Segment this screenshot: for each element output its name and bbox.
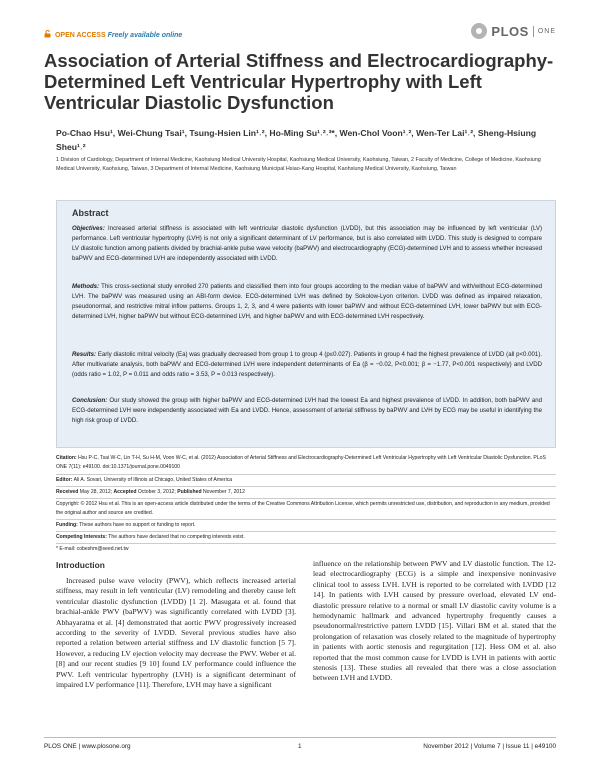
divider bbox=[56, 498, 556, 499]
abstract-heading: Abstract bbox=[72, 208, 109, 218]
abstract-objectives bbox=[72, 224, 542, 264]
footer-divider bbox=[44, 737, 556, 738]
citation bbox=[56, 454, 556, 471]
divider bbox=[56, 519, 556, 520]
editor bbox=[56, 476, 556, 485]
abstract-conclusion bbox=[72, 396, 542, 426]
editor-label: Editor: bbox=[56, 477, 73, 483]
methods-label: Methods: bbox=[72, 283, 100, 290]
received-date: May 28, 2012; bbox=[79, 489, 113, 495]
funding-text: These authors have no support or funding to report. bbox=[79, 522, 196, 528]
objectives-text: Increased arterial stiffness is associated with left ventricular diastolic dysfunction (LVDD), but this association may be influenced by left ventricular (LV) performance. Left ventricular hypertrophy (LVH) is not only a significant determinant of LV performance, but is also correlated with LVDD. This study is designed to compare LV diastolic function among patients divided by brachial-ankle pulse wave velocity (baPWV) and electrocardiography (ECG)-determined LVH and to assess whether increased baPWV and ECG-determined LVH are independently associated with LVDD. bbox=[72, 225, 542, 262]
copyright: Copyright: © 2012 Hsu et al. This is an open-access article distributed under the terms of the Creative Commons Attribution License, which permits unrestricted use, distribution, and reproduction in any medium, provided the original author and source are credited. bbox=[56, 501, 550, 516]
footer-issue: November 2012 | Volume 7 | Issue 11 | e49100 bbox=[423, 743, 556, 750]
journal-logo bbox=[471, 23, 556, 39]
abstract-methods bbox=[72, 282, 542, 322]
footer-journal: PLOS ONE | www.plosone.org bbox=[44, 743, 131, 750]
published-date: November 7, 2012 bbox=[203, 489, 245, 495]
divider bbox=[56, 531, 556, 532]
footer-page-number: 1 bbox=[298, 743, 302, 750]
journal-sub: ONE bbox=[537, 27, 556, 35]
accepted-date: October 3, 2012; bbox=[137, 489, 176, 495]
abstract-results bbox=[72, 350, 542, 380]
objectives-label: Objectives: bbox=[72, 225, 105, 232]
funding-label: Funding: bbox=[56, 522, 78, 528]
author-list: Po-Chao Hsu¹, Wei-Chung Tsai¹, Tsung-Hsien Lin¹˒², Ho-Ming Su¹˒²˒³*, Wen-Chol Voon¹˒², Wen-Ter Lai¹˒², Sheng-Hsiung Sheu¹˒² bbox=[56, 128, 537, 152]
affiliations: 1 Division of Cardiology, Department of Internal Medicine, Kaohsiung Medical University Hospital, Kaohsiung Medical University, Kaohsiung, Taiwan, 2 Faculty of Medicine, College of Medicine, Kaohsiung Medical University, Kaohsiung, Taiwan, 3 Department of Internal Medicine, Kaohsiung Municipal Hsiao-Kang Hospital, Kaohsiung Medical University, Kaohsiung, Taiwan bbox=[56, 157, 541, 172]
accepted-label: Accepted bbox=[113, 489, 137, 495]
open-access-label: OPEN ACCESS bbox=[54, 32, 106, 39]
logo-separator bbox=[533, 26, 534, 37]
corresponding-email: * E-mail: cobeshm@seed.net.tw bbox=[56, 546, 129, 552]
intro-paragraph: Increased pulse wave velocity (PWV), which reflects increased arterial stiffness, may result in left ventricular (LV) remodeling and thereby cause left ventricular diastolic dysfunction (LVDD) [1 2]. Masugata et al. found that brachial-ankle PWV (baPWV) was significantly correlated with LVDD [3]. Abhayaratna et al. [4] demonstrated that aortic PWV progressively increased according to the severity of LVDD. Several previous studies have also reported a relation between arterial stiffness and LV diastolic function [5 7]. However, a reducing LV ejection velocity may decrease the PWV. Weber et al. [8] and our recent studies [9 10] found LV performance could influence the PWV. Left ventricular hypertrophy (LVH) is a significant determinant of impaired LV performance [11]. Therefore, LVH may have a significant bbox=[56, 576, 296, 690]
conclusion-text: Our study showed the group with higher baPWV and ECG-determined LVH had the lowest Ea and highest prevalence of LVDD. In addition, both baPWV and ECG-determined LVH were independently associated with Ea and LVDD. Hence, assessment of arterial stiffness by baPWV and LVH by ECG may be useful in identifying the high risk group of LVDD. bbox=[72, 397, 542, 424]
published-label: Published bbox=[177, 489, 202, 495]
methods-text: This cross-sectional study enrolled 270 patients and classified them into four groups according to the median value of baPWV and with/without ECG-determined LVH. The baPWV was measured using an ABI-form device. ECG-determined LVH was defined by Sokolow-Lyon criterion. LVDD was defined as impaired relaxation, pseudonormal, and restrictive mitral inflow patterns. Groups 1, 2, 3, and 4 were patients with lower baPWV and without ECG-determined LVH, lower baPWV but with ECG-determined LVH, higher baPWV but without ECG-determined LVH, and higher baPWV and with ECG-determined LVH respectively. bbox=[72, 283, 542, 320]
open-access-banner bbox=[44, 30, 182, 39]
open-lock-icon bbox=[44, 30, 51, 38]
freely-available-label: Freely available online bbox=[107, 32, 183, 39]
results-label: Results: bbox=[72, 351, 97, 358]
competing-interests bbox=[56, 533, 556, 542]
divider bbox=[56, 486, 556, 487]
intro-column-right bbox=[313, 559, 556, 684]
divider bbox=[56, 543, 556, 544]
divider bbox=[56, 474, 556, 475]
conclusion-label: Conclusion: bbox=[72, 397, 108, 404]
paper-title: Association of Arterial Stiffness and Electrocardiography-Determined Left Ventricular Hypertrophy with Left Ventricular Diastolic Dysfunction bbox=[44, 50, 554, 113]
intro-column-left bbox=[56, 576, 296, 690]
received-label: Received bbox=[56, 489, 79, 495]
citation-text: Hsu P-C, Tsai W-C, Lin T-H, Su H-M, Voon W-C, et al. (2012) Association of Arterial Stiffness and Electrocardiography-Determined Left Ventricular Hypertrophy with Left Ventricular Diastolic Dysfunction. PLoS ONE 7(11): e49100. doi:10.1371/journal.pone.0049100 bbox=[56, 455, 546, 470]
competing-label: Competing Interests: bbox=[56, 534, 107, 540]
results-text: Early diastolic mitral velocity (Ea) was gradually decreased from group 1 to group 4 (p≤0.027). Patients in group 4 had the highest prevalence of LVDD (all p<0.001). After multivariate analysis, both baPWV and ECG-determined LVH were independent determinants of Ea (β = −0.02, P<0.001; β = −1.77, P<0.001 respectively) and LVDD (odds ratio = 1.02, P = 0.011 and odds ratio = 3.53, P = 0.013 respectively). bbox=[72, 351, 542, 378]
dates bbox=[56, 488, 556, 497]
intro-paragraph: influence on the relationship between PWV and LV diastolic function. The 12-lead electrocardiography (ECG) is a simple and inexpensive noninvasive clinical tool to assess LVH. LVH is reported to be correlated with LVDD [12 14]. In patients with LVH caused by pressure overload, elevated LV end-diastolic pressure relative to a normal or small LV diastolic cavity volume is a hemodynamic hallmark and advanced hypertrophy frequently causes a pseudonormal/restrictive pattern LVDD [15]. Villari BM et al. stated that the prolongation of relaxation was closely related to the magnitude of hypertrophy in patients with aortic stenosis and regurgitation [12]. Hess OM et al. also reported that the most common cause for LVDD is LVH in patients with aortic stenosis [13]. These studies all revealed that there was a close association between LVH and LVDD. bbox=[313, 559, 556, 683]
plos-logo-icon bbox=[471, 23, 487, 39]
editor-text: Ali A. Sovari, University of Illinois at Chicago, United States of America bbox=[73, 477, 233, 483]
journal-word: PLOS bbox=[491, 23, 529, 39]
funding bbox=[56, 521, 556, 530]
citation-label: Citation: bbox=[56, 455, 77, 461]
competing-text: The authors have declared that no competing interests exist. bbox=[108, 534, 245, 540]
introduction-heading: Introduction bbox=[56, 560, 105, 570]
